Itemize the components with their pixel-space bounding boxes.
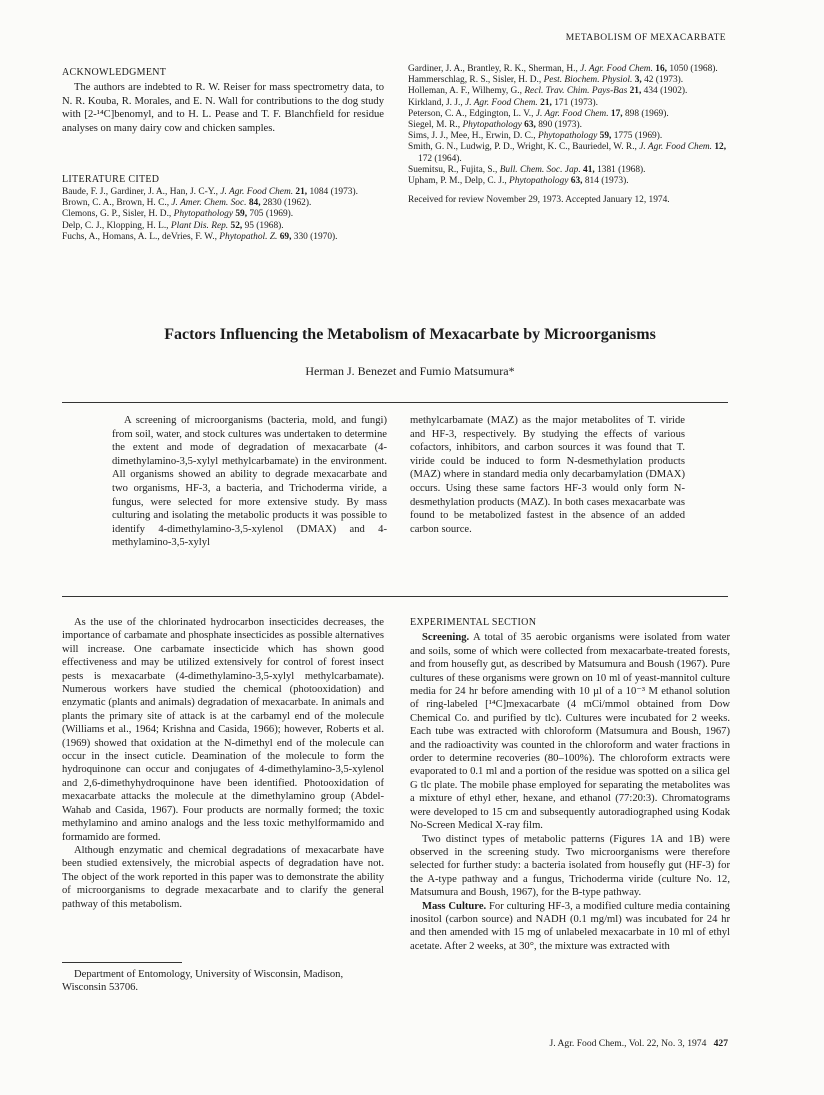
acknowledgment-section <box>62 66 384 135</box>
reference-entry <box>408 86 728 97</box>
literature-cited-heading: LITERATURE CITED <box>62 174 160 185</box>
reference-authors: Brown, C. A., Brown, H. C., <box>62 198 172 209</box>
reference-authors: Sims, J. J., Mee, H., Erwin, D. C., <box>408 131 538 142</box>
mass-culture-heading: Mass Culture. <box>422 900 487 912</box>
reference-entry <box>408 165 728 176</box>
screening-paragraph: Screening. A total of 35 aerobic organisms were isolated from water and soils, some of which were collected from mexacarbate-treated forests, and from housefly gut, as described by Matsumura and Boush (1967). Pure cultures of these organisms were grown on 10 ml of yeast-mannitol culture media for 24 hr before amending with 10 µl of a 10⁻³ M ethanol solution of ring-labeled [¹⁴C]mexacarbate (4 mCi/mmol obtained from Dow Chemical Co. and purified by tlc). Cultures were incubated for 2 weeks. Each tube was extracted with chloroform (Matsumura and Boush, 1967) and the radioactivity was counted in the chloroform and water fractions in order to determine recoveries (80–100%). The chloroform extracts were evaporated to 0.1 ml and a portion of the residue was spotted on a silica gel G tlc plate. The mobile phase employed for separating the metabolites was a mixture of ethyl ether, hexane, and ethanol (77:20:3). Chromatograms were developed to 15 cm and subsequently autoradiographed using Kodak No-Screen Medical X-ray film. <box>410 632 730 832</box>
reference-volume: 59, <box>597 131 612 142</box>
abstract-bottom-rule <box>62 596 728 597</box>
reference-journal: Plant Dis. Rep. <box>170 220 229 231</box>
reference-authors: Delp, C. J., Klopping, H. L., <box>62 220 171 231</box>
reference-journal: J. Agr. Food Chem. <box>580 64 653 74</box>
reference-entry <box>408 75 728 86</box>
reference-entry <box>62 187 384 198</box>
reference-pages-year: 1775 (1969). <box>611 131 663 142</box>
abstract-right: methylcarbamate (MAZ) as the major metabolites of T. viride and HF-3, respectively. By studying the effects of various cofactors, inhibitors, and carbon sources it was found that T. viride could be induced to form N-desmethylation products (MAZ) where in standard media only decarbamylation (DMAX) occurs. Using these same factors HF-3 would only form N-desmethylation products (MAZ). In both cases mexacarbate was found to be metabolized fastest in the absence of an added carbon source. <box>410 415 685 535</box>
intro-paragraph-1: As the use of the chlorinated hydrocarbon insecticides decreases, the importance of carbamate and phosphate insecticides as possible alternatives will increase. One carbamate insecticide which has shown good effectiveness and may be utilized extensively for control of forest insect pests is mexacarbate (4-dimethylamino-3,5-xylyl methylcarbamate). Numerous workers have studied the chemical (photooxidation) and enzymatic (plants and animals) degradation of mexacarbate. In animals and plants the primary site of attack is at the carbamyl end of the molecule (Williams et al., 1964; Krishna and Casida, 1966); however, Roberts et al. (1969) showed that oxidation at the N-dimethyl end of the molecule can occur in the insect cuticle. Deamination of the molecule to form the hydroquinone can occur and conjugates of 4-dimethylamino-3,5-xylenol and 2,6-dimethyhydroquinone have been identified. Photooxidation of mexacarbate attacks the molecule at the dimethylamino group (Abdel-Wahab and Casida, 1967). Four products are normally formed; the toxic methylamino and amino analogs and the less toxic methylformamido and formamido are formed. <box>62 617 384 843</box>
reference-pages-year: 898 (1969). <box>622 108 669 119</box>
introduction <box>62 616 384 911</box>
reference-journal: J. Agr. Food Chem. <box>535 108 609 119</box>
reference-journal: Phytopathology <box>462 120 522 131</box>
reference-entry <box>62 221 384 232</box>
abstract-left: A screening of microorganisms (bacteria, mold, and fungi) from soil, water, and stock cultures was undertaken to determine the extent and mode of degradation of mexacarbate (4-dimethylamino-3,5-xylyl methylcarbamate) in the environment. All organisms showed an ability to degrade mexacarbate and two organisms, HF-3, a bacteria, and Trichoderma viride, a fungus, were selected for more extensive study. By mass culturing and isolating the metabolic products it was possible to identify 4-dimethylamino-3,5-xylenol (DMAX) and 4-methylamino-3,5-xylyl <box>112 415 387 549</box>
reference-volume: 12, <box>711 142 727 153</box>
reference-authors: Fuchs, A., Homans, A. L., deVries, F. W., <box>62 231 220 242</box>
reference-entry <box>408 176 728 187</box>
reference-authors: Upham, P. M., Delp, C. J., <box>408 176 510 187</box>
reference-volume: 84, <box>246 198 261 209</box>
patterns-paragraph: Two distinct types of metabolic patterns (Figures 1A and 1B) were observed in the screening study. Two microorganisms were therefore selected for further study: a bacteria isolated from housefly gut (HF-3) for the A-type pathway and a fungus, Trichoderma viride (culture No. 12, Matsumura and Boush, 1967), for the B-type pathway. <box>410 833 730 899</box>
literature-cited-right <box>408 64 728 207</box>
reference-entry <box>408 64 728 75</box>
screening-heading: Screening. <box>422 632 470 644</box>
reference-volume: 59, <box>233 209 248 220</box>
reference-pages-year: 172 (1964). <box>418 153 462 164</box>
running-head: METABOLISM OF MEXACARBATE <box>565 33 726 43</box>
reference-journal: J. Agr. Food Chem. <box>220 187 294 197</box>
reference-entry <box>408 120 728 131</box>
reference-entry <box>62 209 384 220</box>
reference-pages-year: 330 (1970). <box>291 231 338 242</box>
reference-authors: Hammerschlag, R. S., Sisler, H. D., <box>408 75 544 86</box>
reference-entry <box>62 232 384 243</box>
footnote-rule <box>62 962 182 963</box>
reference-pages-year: 1381 (1968). <box>594 164 646 175</box>
article-authors: Herman J. Benezet and Fumio Matsumura* <box>305 364 515 378</box>
affiliation-footnote: Department of Entomology, University of Wisconsin, Madison, Wisconsin 53706. <box>62 969 344 993</box>
reference-volume: 21, <box>293 187 308 197</box>
reference-volume: 17, <box>608 108 623 119</box>
reference-volume: 21, <box>627 86 642 97</box>
reference-authors: Smith, G. N., Ludwig, P. D., Wright, K. C., Bauriedel, W. R., <box>408 142 640 153</box>
page-footer <box>550 1038 729 1049</box>
literature-cited-left <box>62 174 384 243</box>
reference-journal: Pest. Biochem. Physiol. <box>543 75 633 86</box>
reference-volume: 16, <box>652 64 667 74</box>
reference-pages-year: 171 (1973). <box>551 97 598 108</box>
reference-journal: Phytopathology <box>537 131 598 142</box>
experimental-section <box>410 616 730 953</box>
reference-pages-year: 95 (1968). <box>242 220 284 231</box>
reference-journal: Bull. Chem. Soc. Jap. <box>499 164 581 175</box>
reference-pages-year: 705 (1969). <box>247 209 294 220</box>
reference-authors: Clemons, G. P., Sisler, H. D., <box>62 209 174 220</box>
reference-volume: 52, <box>228 220 243 231</box>
reference-volume: 69, <box>277 231 292 242</box>
reference-journal: J. Amer. Chem. Soc. <box>171 198 247 209</box>
reference-journal: J. Agr. Food Chem. <box>639 142 712 153</box>
reference-journal: J. Agr. Food Chem. <box>465 97 538 108</box>
reference-authors: Peterson, C. A., Edgington, L. V., <box>408 108 536 119</box>
article-title: Factors Influencing the Metabolism of Mexacarbate by Microorganisms <box>164 326 656 343</box>
reference-authors: Gardiner, J. A., Brantley, R. K., Sherman, H., <box>408 64 581 74</box>
reference-volume: 41, <box>580 164 595 175</box>
reference-pages-year: 814 (1973). <box>582 176 629 187</box>
reference-pages-year: 42 (1973). <box>641 75 684 86</box>
reference-authors: Holleman, A. F., Wilhemy, G., <box>408 86 525 97</box>
reference-volume: 21, <box>537 97 552 108</box>
acknowledgment-text: The authors are indebted to R. W. Reiser for mass spectrometry data, to N. R. Kouba, R. Morales, and E. N. Wall for contributions to the dog study with [2-¹⁴C]benomyl, and to H. L. Pease and T. F. Blanchfield for residue analyses on many dairy cow and chicken samples. <box>62 82 384 134</box>
reference-authors: Baude, F. J., Gardiner, J. A., Han, J. C-Y., <box>62 187 221 197</box>
reference-pages-year: 434 (1902). <box>641 86 688 97</box>
reference-authors: Kirkland, J. J., <box>408 97 466 108</box>
journal-citation: J. Agr. Food Chem., Vol. 22, No. 3, 1974 <box>549 1038 707 1049</box>
acknowledgment-heading: ACKNOWLEDGMENT <box>62 67 167 78</box>
reference-pages-year: 1084 (1973). <box>307 187 358 197</box>
reference-journal: Phytopathology <box>509 176 569 187</box>
experimental-heading: EXPERIMENTAL SECTION <box>410 617 537 628</box>
reference-authors: Suemitsu, R., Fujita, S., <box>408 164 500 175</box>
reference-entry <box>408 109 728 120</box>
page-number: 427 <box>713 1038 728 1049</box>
abstract-top-rule <box>62 402 728 403</box>
mass-culture-paragraph: Mass Culture. For culturing HF-3, a modified culture media containing inositol (carbon source) and NADH (0.1 mg/ml) was incubated for 24 hr and then amended with 15 mg of unlabeled mexacarbate in 10 ml of ethyl acetate. After 2 weeks, at 30°, the mixture was extracted with <box>410 900 730 952</box>
reference-volume: 63, <box>568 176 583 187</box>
reference-authors: Siegel, M. R., <box>408 120 463 131</box>
reference-entry <box>408 142 728 164</box>
reference-pages-year: 890 (1973). <box>535 120 582 131</box>
reference-journal: Phytopathol. Z. <box>219 231 278 242</box>
reference-entry <box>408 131 728 142</box>
intro-paragraph-2: Although enzymatic and chemical degradations of mexacarbate have been studied extensively, the microbial aspects of degradation have not. The object of the work reported in this paper was to demonstrate the ability of microorganisms to degrade mexacarbate and to clarify the general pathway of this metabolism. <box>62 844 384 910</box>
received-note: Received for review November 29, 1973. Accepted January 12, 1974. <box>408 195 670 206</box>
reference-entry <box>408 98 728 109</box>
reference-volume: 3, <box>632 75 642 86</box>
reference-journal: Recl. Trav. Chim. Pays-Bas <box>524 86 628 97</box>
reference-pages-year: 1050 (1968). <box>666 64 718 74</box>
reference-entry <box>62 198 384 209</box>
reference-pages-year: 2830 (1962). <box>260 198 312 209</box>
reference-journal: Phytopathology <box>173 209 233 220</box>
reference-volume: 63, <box>521 120 536 131</box>
